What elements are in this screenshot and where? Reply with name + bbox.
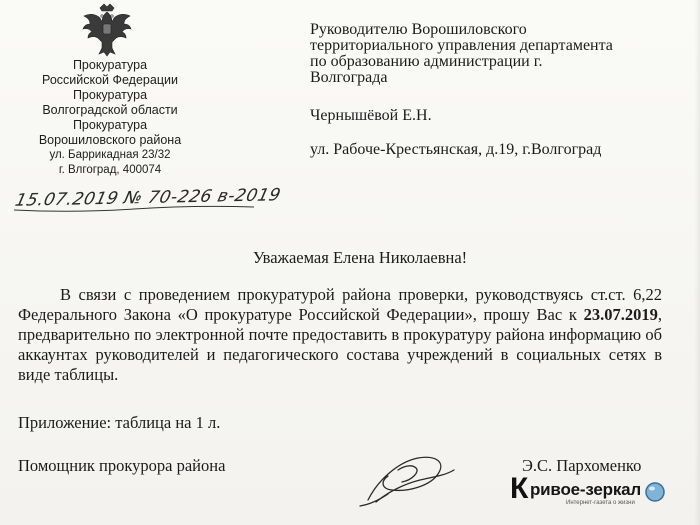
coat-of-arms-icon [80,2,134,58]
attachment-note: Приложение: таблица на 1 л. [18,413,221,432]
body-part-1: В связи с проведением прокуратурой района проверки, руководствуясь ст.ст. 6,22 Федерального Закона «О прокуратуре Российской Федерации», прошу Вас к [18,285,662,324]
sender-city: г. Влгоград, 400074 [58,164,162,176]
addressee-line: Руководителю Ворошиловского [310,21,527,38]
addressee-line: Волгограда [310,69,388,86]
scan-shadow [694,0,700,525]
deadline-date: 23.07.2019 [583,305,658,324]
sender-line: Прокуратура [72,118,148,132]
watermark-logo-text: ривое-зеркал [530,480,641,499]
body-part-2: , предварительно по электронной почте предоставить в прокуратуру района информацию об аккаунтах руководителей и педагогического состава учреждений в социальных сетях в виде таблицы. [18,305,662,384]
registration-underline [14,186,254,216]
registration-number-handwritten: 15.07.2019 № 70-226 в-2019 [13,185,283,211]
sender-line: Прокуратура [72,58,148,72]
magnifier-lens-icon [644,481,666,503]
sender-line: Прокуратура [72,88,148,102]
addressee-line: территориального управления департамента [310,37,613,54]
watermark-tagline: Интернет-газета о жизни [566,500,635,506]
addressee-block [310,22,680,158]
sender-address: ул. Баррикадная 23/32 [49,149,171,161]
signature-icon [358,440,468,510]
sender-line: Волгоградской области [42,103,178,117]
sender-block [10,58,210,178]
greeting: Уважаемая Елена Николаевна! [252,248,468,267]
watermark-initial: К [510,472,529,505]
addressee-street: ул. Рабоче-Крестьянская, д.19, г.Волгоград [310,141,602,158]
signer-name: Э.С. Пархоменко [522,456,642,475]
sender-line: Ворошиловского района [38,133,182,147]
addressee-name: Чернышёвой Е.Н. [310,107,432,124]
body-paragraph [18,285,662,385]
addressee-line: по образованию администрации г. [310,53,543,70]
sender-line: Российской Федерации [42,73,178,87]
signer-position: Помощник прокурора района [18,456,226,475]
